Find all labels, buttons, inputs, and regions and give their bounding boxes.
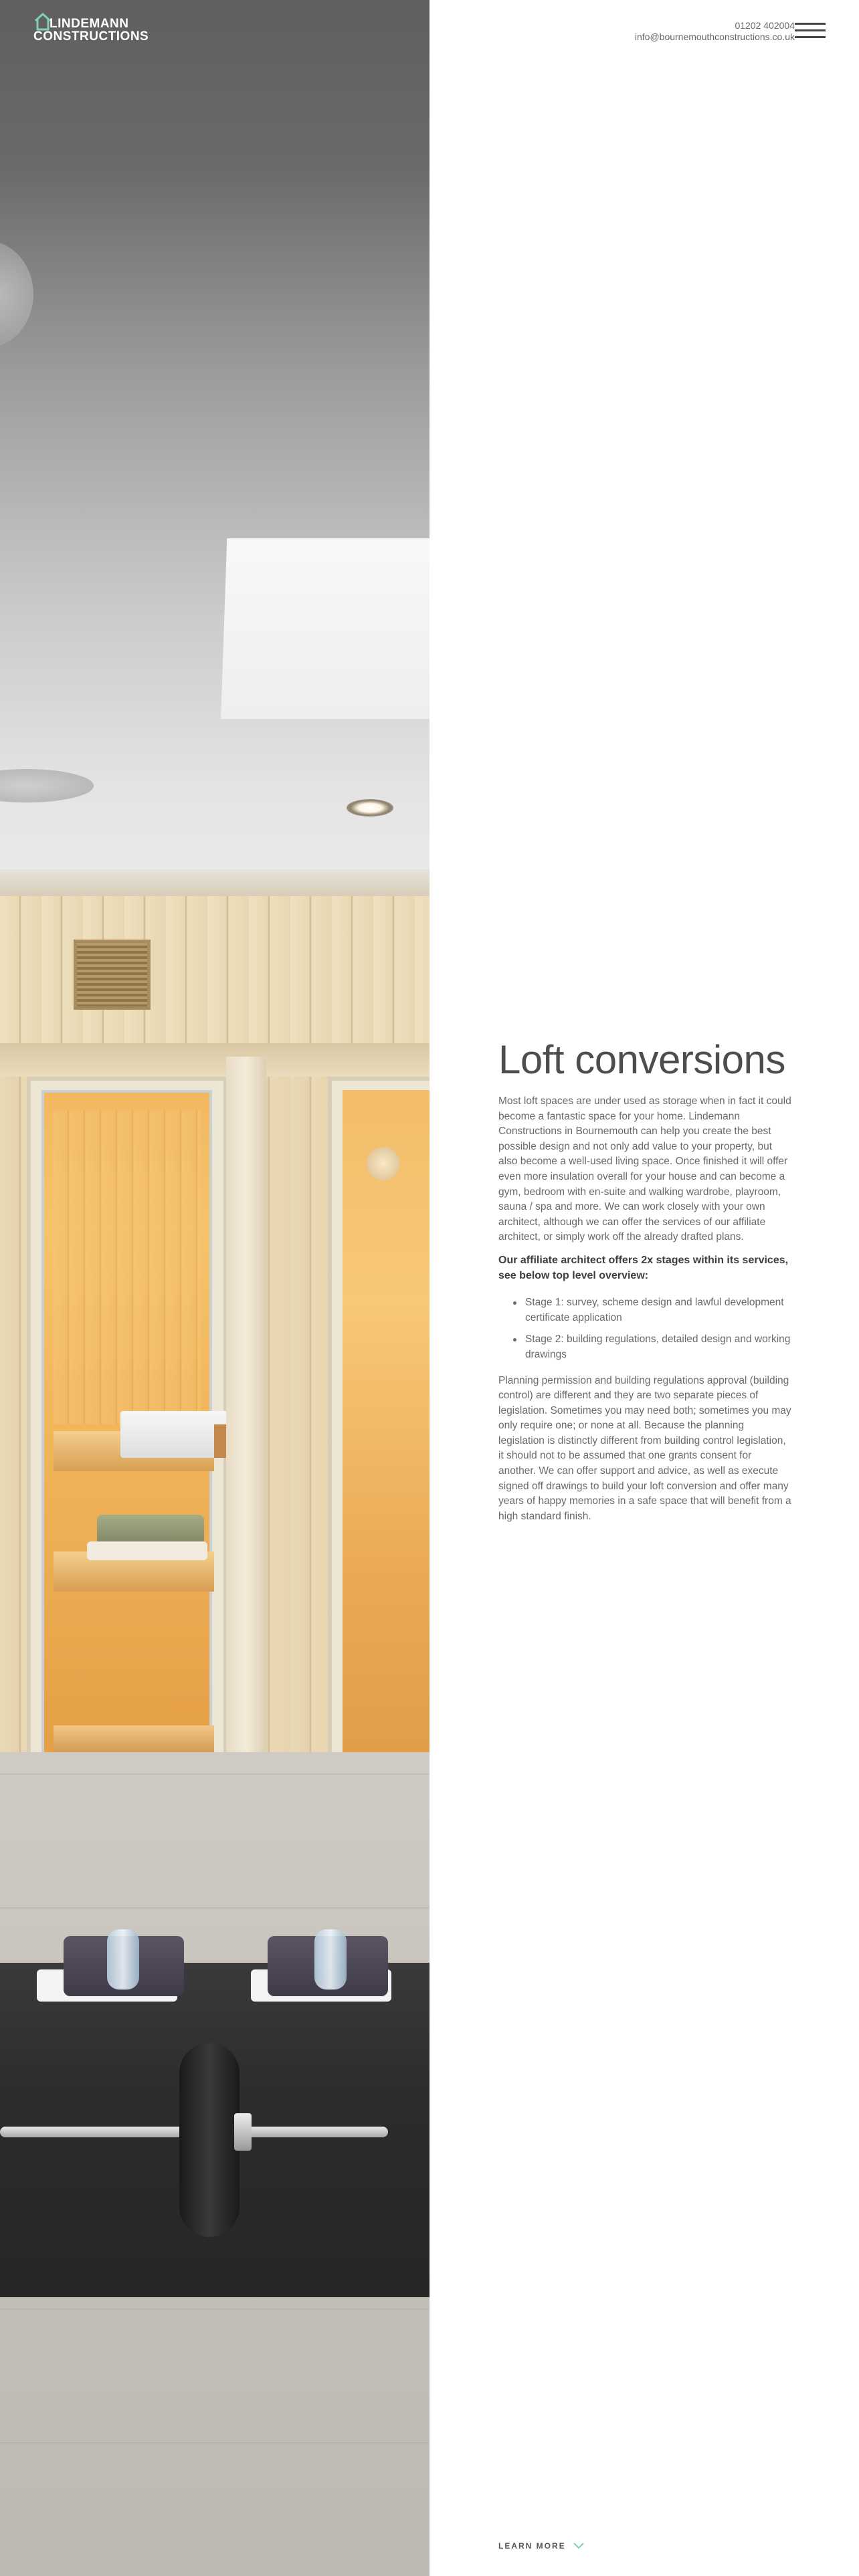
email-link[interactable]: info@bournemouthconstructions.co.uk: [634, 31, 795, 42]
menu-line: [795, 29, 826, 31]
water-bottle: [314, 1929, 347, 1990]
sauna-vent: [74, 940, 151, 1010]
ceiling-edge: [0, 869, 430, 896]
ceiling-downlight: [347, 799, 393, 817]
learn-more-label: LEARN MORE: [498, 2541, 566, 2551]
header-contact: [635, 20, 795, 43]
list-item: Stage 2: building regulations, detailed design and working drawings: [513, 1332, 791, 1362]
ceiling-light-left: [0, 241, 33, 348]
hamburger-icon[interactable]: [795, 23, 826, 39]
stages-intro: Our affiliate architect offers 2x stages within its services, see below top level overview:: [498, 1254, 789, 1281]
intro-paragraph: Most loft spaces are under used as storage when in fact it could become a fantastic space for your home. Lindemann Constructions in Bournemouth can help you create the best possible design and not only add value to your property, but also become a well-used living space. Once finished it will offer even more insulation overall for your house and can become a gym, bedroom with en-suite and walking wardrobe, playroom, sauna / spa and more. We can work closely with your own architect, although we can offer the services of our affiliate architect, or simply work off the already drafted plans.: [498, 1095, 791, 1243]
logo-text-bottom: CONSTRUCTIONS: [33, 29, 149, 43]
page-title: Loft conversions: [498, 1037, 785, 1082]
sauna-interior-planks: [54, 1110, 201, 1424]
logo-text-top: LINDEMANN: [50, 17, 129, 31]
sauna-corner-post: [226, 1057, 266, 1826]
dumbbell-plate: [179, 2043, 240, 2237]
learn-more-link[interactable]: [498, 2541, 585, 2551]
list-item: Stage 1: survey, scheme design and lawful development certificate application: [513, 1295, 791, 1325]
phone-link[interactable]: 01202 402004: [735, 20, 795, 31]
menu-line: [795, 36, 826, 38]
sauna-beam: [0, 1043, 430, 1077]
sauna-window-glass: [343, 1090, 430, 1792]
stages-list: [498, 1295, 791, 1362]
skylight: [221, 538, 430, 719]
ceiling-speaker: [0, 769, 94, 802]
main-content: [498, 1037, 791, 1524]
water-bottle: [107, 1929, 139, 1990]
site-logo[interactable]: [33, 12, 147, 43]
dumbbell-collar: [234, 2113, 252, 2151]
sauna-upper-panel: [0, 876, 430, 1050]
chevron-down-icon: [573, 2542, 585, 2550]
white-towel: [87, 1541, 207, 1560]
sauna-thermometer: [367, 1147, 400, 1180]
planning-paragraph: Planning permission and building regulations approval (building control) are different and they are two separate pieces of legislation. Sometimes you may need both; sometimes you may only require one; or none at all. Because the planning legislation is distinctly different from building control legislation, it should not to be assumed that one grants consent for another. We can offer support and advice, as well as execute signed off drawings to build your loft conversion and offer many years of happy memories in a safe space that will benefit from a high standard finish.: [498, 1374, 791, 1522]
green-towel: [97, 1515, 204, 1545]
menu-line: [795, 23, 826, 25]
